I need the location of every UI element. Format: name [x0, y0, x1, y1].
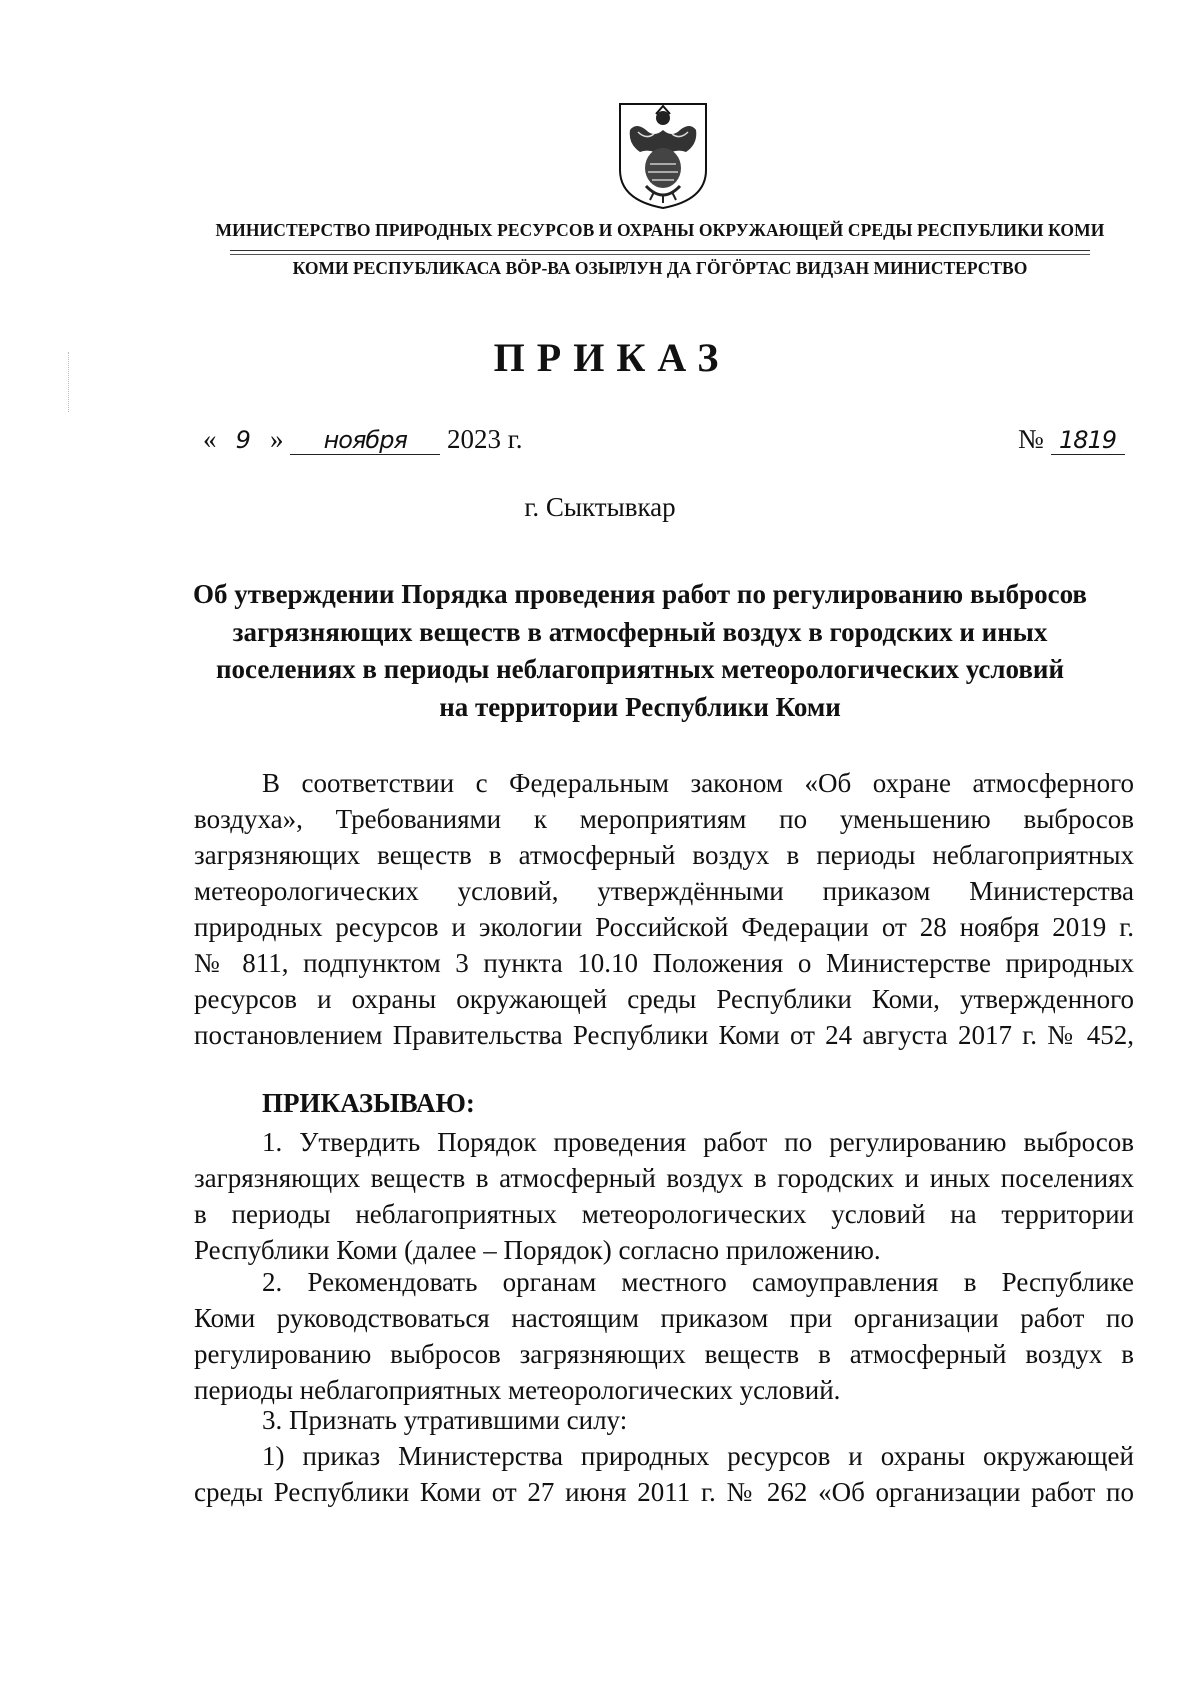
heading-line: поселениях в периоды неблагоприятных метеорологических условий: [215, 654, 1065, 684]
item-line: Республики Коми (далее – Порядок) согласно приложению.: [194, 1235, 881, 1265]
ministry-name-komi: КОМИ РЕСПУБЛИКАСА ВӦР-ВА ОЗЫРЛУН ДА ГӦГӦРТАС ВИДЗАН МИНИСТЕРСТВО: [292, 258, 1028, 278]
item-line: регулированию выбросов загрязняющих веществ в атмосферный воздух в: [194, 1339, 1134, 1369]
order-heading: [150, 576, 1130, 726]
date-open-quote: «: [203, 424, 217, 454]
heading-line: Об утверждении Порядка проведения работ по регулированию выбросов: [192, 579, 1088, 609]
order-directive-label: ПРИКАЗЫВАЮ:: [262, 1088, 475, 1118]
header-divider: [230, 250, 1090, 251]
header-divider-secondary: [230, 254, 1090, 255]
order-item-2: [194, 1264, 1134, 1408]
item-line: 2. Рекомендовать органам местного самоуправления в Республике: [262, 1267, 1134, 1297]
item-line: периоды неблагоприятных метеорологических условий.: [194, 1375, 841, 1405]
preamble-line: В соответствии с Федеральным законом «Об охране атмосферного: [262, 768, 1134, 798]
ministry-name-russian: МИНИСТЕРСТВО ПРИРОДНЫХ РЕСУРСОВ И ОХРАНЫ ОКРУЖАЮЩЕЙ СРЕДЫ РЕСПУБЛИКИ КОМИ: [215, 220, 1105, 240]
item-line: Коми руководствоваться настоящим приказом при организации работ по: [194, 1303, 1134, 1333]
item-line: 3. Признать утратившими силу:: [262, 1405, 628, 1435]
item-line: в периоды неблагоприятных метеорологических условий на территории: [194, 1199, 1134, 1229]
number-prefix: №: [1018, 424, 1044, 454]
date-close-quote: »: [270, 424, 284, 454]
order-item-3-1: [194, 1438, 1134, 1510]
preamble-line: постановлением Правительства Республики Коми от 24 августа 2017 г. № 452,: [194, 1020, 1134, 1050]
date-day-handwritten: 9: [235, 426, 251, 454]
date-month-handwritten: ноября: [290, 426, 440, 455]
preamble-line: метеорологических условий, утверждёнными приказом Министерства: [194, 876, 1134, 906]
order-number: [1018, 424, 1125, 455]
item-line: среды Республики Коми от 27 июня 2011 г. № 262 «Об организации работ по: [194, 1477, 1134, 1507]
item-line: 1. Утвердить Порядок проведения работ по регулированию выбросов: [262, 1127, 1134, 1157]
heading-line: загрязняющих веществ в атмосферный воздух в городских и иных: [232, 616, 1048, 647]
item-line: загрязняющих веществ в атмосферный воздух в городских и иных поселениях: [194, 1163, 1134, 1193]
preamble-line: ресурсов и охраны окружающей среды Республики Коми, утвержденного: [194, 984, 1134, 1014]
number-handwritten: 1819: [1051, 426, 1125, 455]
order-item-3: [194, 1402, 1134, 1438]
preamble-line: загрязняющих веществ в атмосферный воздух в периоды неблагоприятных: [194, 840, 1134, 870]
preamble-paragraph: [194, 765, 1134, 1053]
item-line: 1) приказ Министерства природных ресурсов и охраны окружающей: [262, 1441, 1134, 1471]
preamble-line: воздуха», Требованиями к мероприятиям по уменьшению выбросов: [194, 804, 1134, 834]
order-item-1: [194, 1124, 1134, 1268]
city: г. Сыктывкар: [524, 492, 676, 522]
komi-coat-of-arms-icon: [616, 100, 710, 212]
order-date: [203, 424, 523, 455]
preamble-line: № 811, подпунктом 3 пункта 10.10 Положения о Министерстве природных: [194, 948, 1134, 978]
document-title: ПРИКАЗ: [493, 335, 731, 380]
preamble-line: природных ресурсов и экологии Российской Федерации от 28 ноября 2019 г.: [194, 912, 1134, 942]
date-year: 2023 г.: [447, 424, 523, 454]
heading-line: на территории Республики Коми: [439, 691, 841, 722]
